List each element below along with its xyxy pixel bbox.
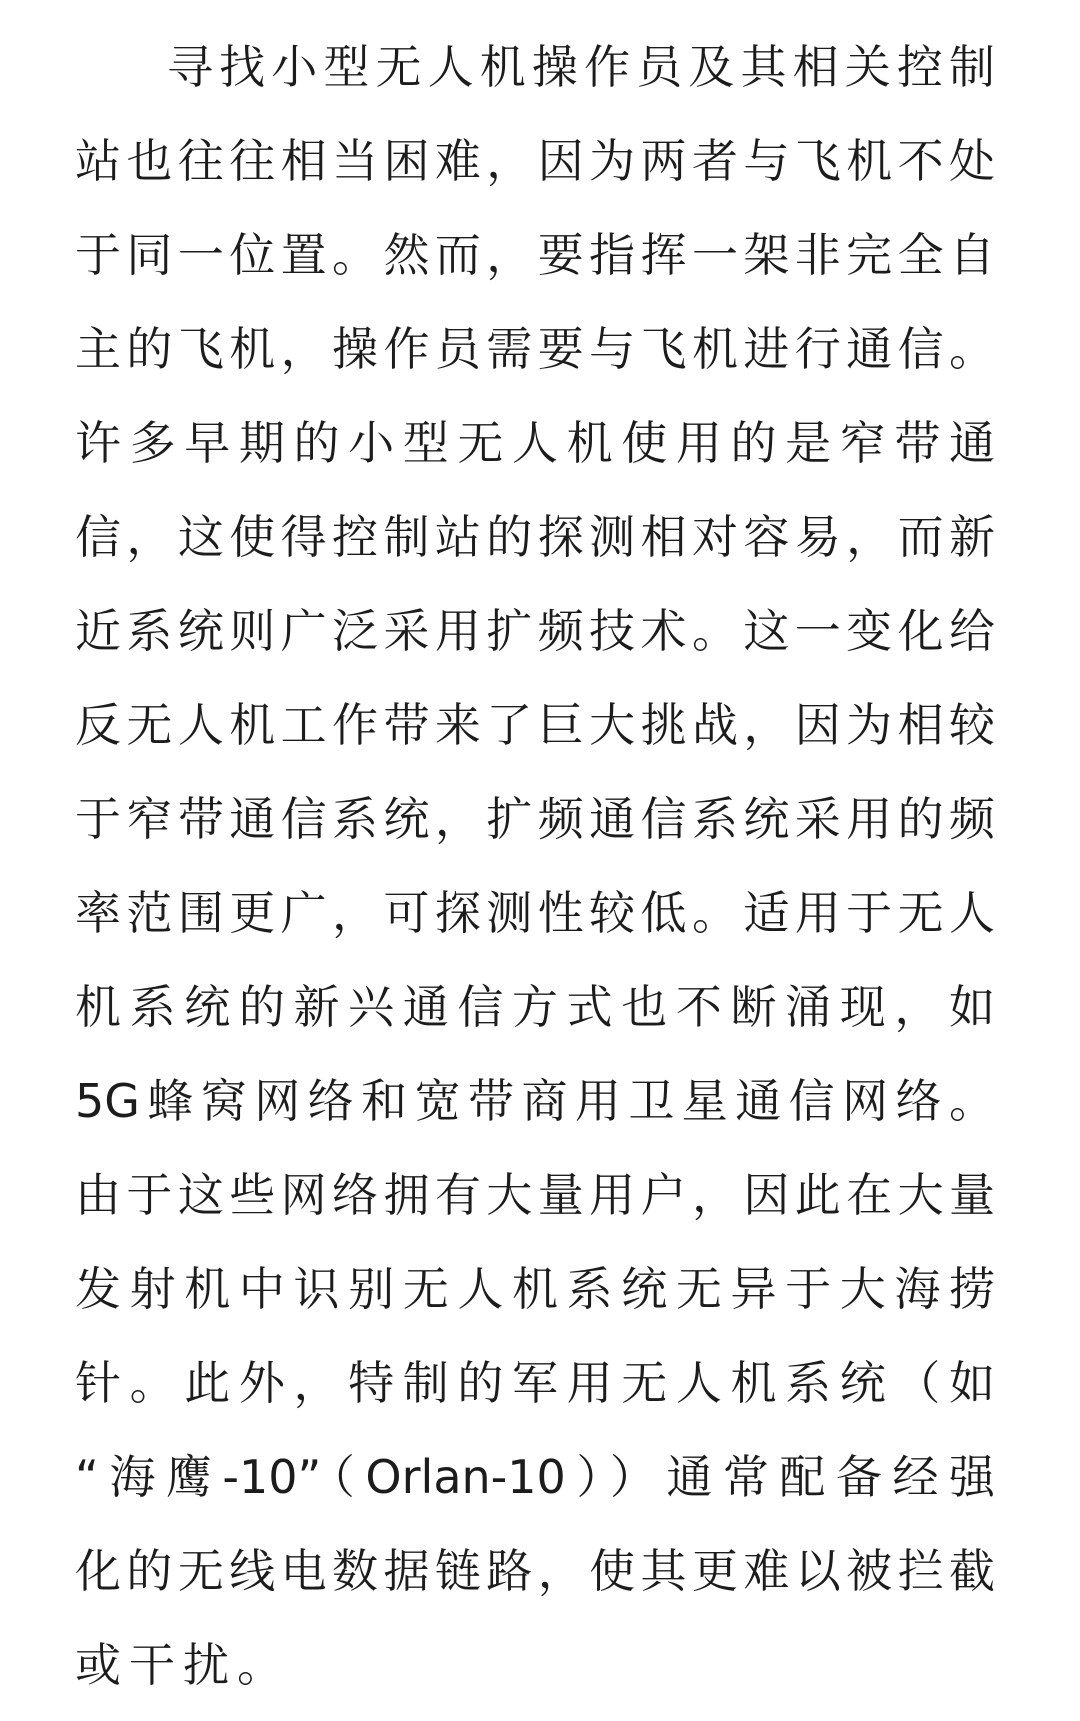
text-line: 主的飞机，操作员需要与飞机进行通信。 [75,322,995,376]
text-line: 于同一位置。然而，要指挥一架非完全自 [75,228,995,282]
text-line: 近系统则广泛采用扩频技术。这一变化给 [75,604,995,658]
text-line: 或干扰。 [75,1638,291,1692]
text-line: 化的无线电数据链路，使其更难以被拦截 [75,1544,995,1598]
text-line: “海鹰-10”（Orlan-10））通常配备经强 [75,1450,995,1504]
text-line: 寻找小型无人机操作员及其相关控制 [167,40,995,94]
text-line: 于窄带通信系统，扩频通信系统采用的频 [75,792,995,846]
text-line: 率范围更广，可探测性较低。适用于无人 [75,886,995,940]
text-line: 发射机中识别无人机系统无异于大海捞 [75,1262,995,1316]
text-line: 5G蜂窝网络和宽带商用卫星通信网络。 [75,1074,995,1128]
text-line: 机系统的新兴通信方式也不断涌现，如 [75,980,995,1034]
text-line: 信，这使得控制站的探测相对容易，而新 [75,510,995,564]
text-line: 反无人机工作带来了巨大挑战，因为相较 [75,698,995,752]
text-line: 许多早期的小型无人机使用的是窄带通 [75,416,995,470]
article-paragraph [75,0,995,1712]
text-line: 针。此外，特制的军用无人机系统（如 [75,1356,995,1410]
text-line: 由于这些网络拥有大量用户，因此在大量 [75,1168,995,1222]
text-line: 站也往往相当困难，因为两者与飞机不处 [75,134,995,188]
